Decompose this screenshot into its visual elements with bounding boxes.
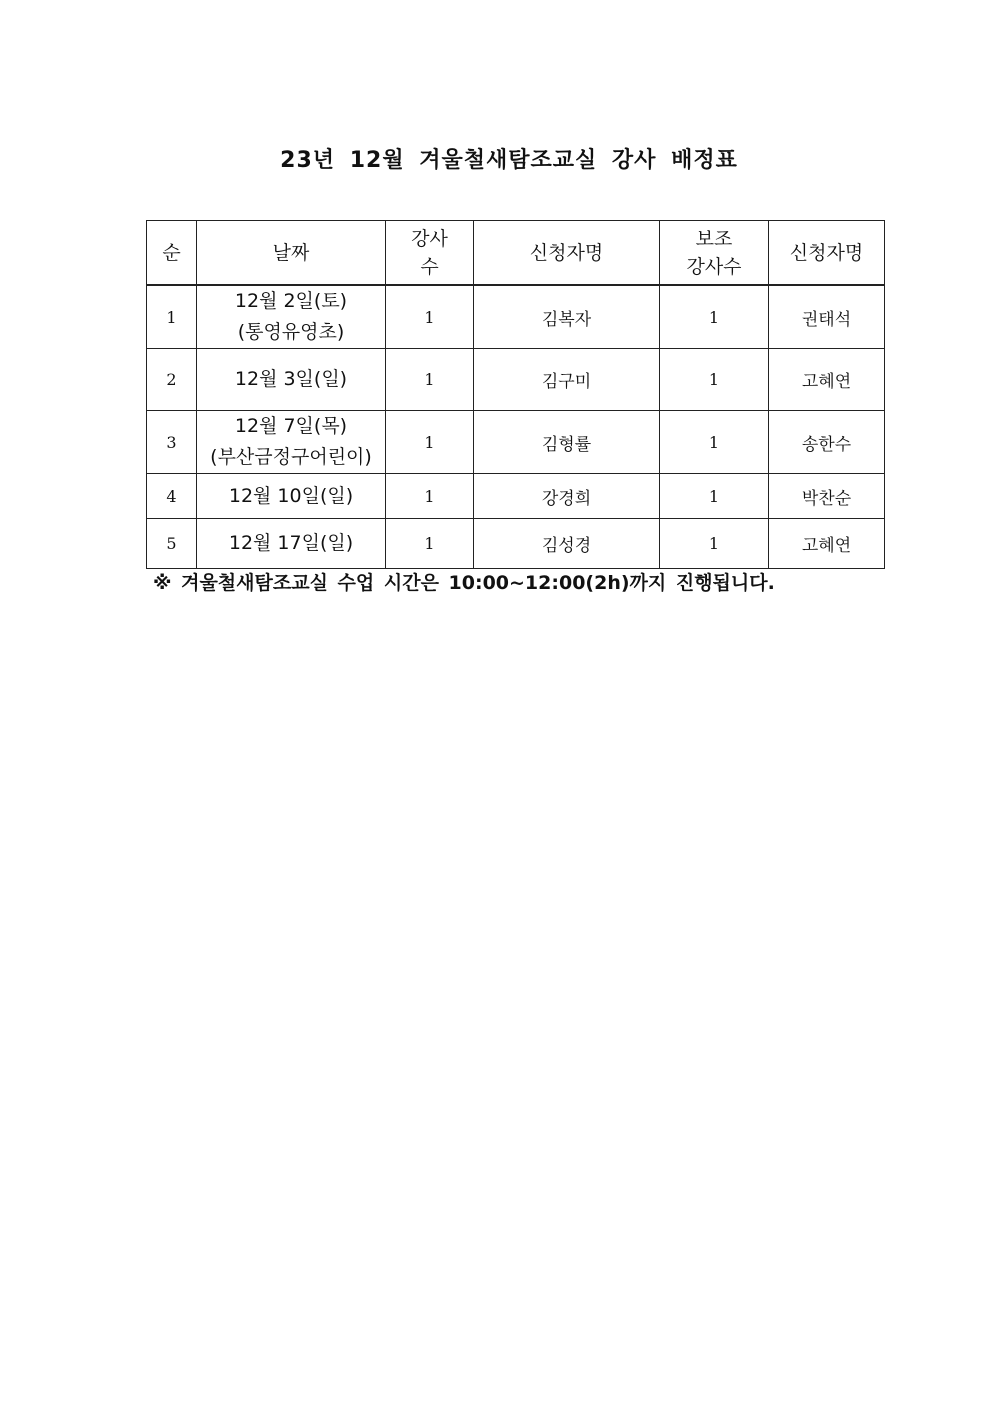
cell-instructors: 1 — [386, 474, 474, 519]
header-applicant: 신청자명 — [474, 221, 660, 286]
cell-date-line1: 12월 17일(일) — [228, 532, 354, 554]
cell-instructors: 1 — [386, 349, 474, 411]
header-date: 날짜 — [197, 221, 386, 286]
header-assistant-count-line1: 보조 — [695, 227, 733, 250]
cell-assistant-applicant: 고혜연 — [769, 519, 885, 569]
table-row — [147, 474, 885, 519]
cell-assistants: 1 — [660, 349, 769, 411]
cell-date-line1: 12월 3일(일) — [234, 368, 348, 390]
header-assistant-count — [660, 221, 769, 286]
header-order: 순 — [147, 221, 197, 286]
cell-date — [197, 349, 386, 411]
cell-order: 2 — [147, 349, 197, 411]
cell-instructors: 1 — [386, 285, 474, 349]
header-instructor-count-line2: 수 — [420, 255, 439, 278]
cell-applicant: 강경희 — [474, 474, 660, 519]
cell-order: 3 — [147, 411, 197, 474]
table-row — [147, 349, 885, 411]
cell-order: 4 — [147, 474, 197, 519]
header-assistant-count-line2: 강사수 — [686, 255, 742, 278]
cell-applicant: 김성경 — [474, 519, 660, 569]
cell-date — [197, 474, 386, 519]
cell-applicant: 김구미 — [474, 349, 660, 411]
cell-assistants: 1 — [660, 519, 769, 569]
cell-assistant-applicant: 권태석 — [769, 285, 885, 349]
cell-date — [197, 285, 386, 349]
cell-order: 1 — [147, 285, 197, 349]
cell-applicant: 김복자 — [474, 285, 660, 349]
header-instructor-count-line1: 강사 — [411, 227, 448, 250]
cell-instructors: 1 — [386, 411, 474, 474]
cell-assistants: 1 — [660, 474, 769, 519]
cell-assistants: 1 — [660, 285, 769, 349]
cell-date-line1: 12월 2일(토) — [234, 290, 348, 312]
cell-date-line1: 12월 7일(목) — [234, 415, 348, 437]
cell-assistant-applicant: 고혜연 — [769, 349, 885, 411]
cell-assistant-applicant: 송한수 — [769, 411, 885, 474]
page-title: 23년 12월 겨울철새탐조교실 강사 배정표 — [280, 148, 738, 173]
cell-date-line2: (부산금정구어린이) — [210, 446, 372, 468]
cell-date — [197, 411, 386, 474]
cell-date-line2: (통영유영초) — [237, 321, 345, 343]
table-row — [147, 285, 885, 349]
cell-date — [197, 519, 386, 569]
cell-applicant: 김형률 — [474, 411, 660, 474]
table-header-row — [147, 221, 885, 286]
cell-instructors: 1 — [386, 519, 474, 569]
cell-assistant-applicant: 박찬순 — [769, 474, 885, 519]
table-row — [147, 411, 885, 474]
table-row — [147, 519, 885, 569]
footnote: ※ 겨울철새탐조교실 수업 시간은 10:00~12:00(2h)까지 진행됩니다. — [153, 572, 775, 594]
instructor-schedule-table — [146, 220, 885, 569]
header-assistant-applicant: 신청자명 — [769, 221, 885, 286]
header-instructor-count — [386, 221, 474, 286]
cell-assistants: 1 — [660, 411, 769, 474]
cell-order: 5 — [147, 519, 197, 569]
cell-date-line1: 12월 10일(일) — [228, 484, 354, 507]
